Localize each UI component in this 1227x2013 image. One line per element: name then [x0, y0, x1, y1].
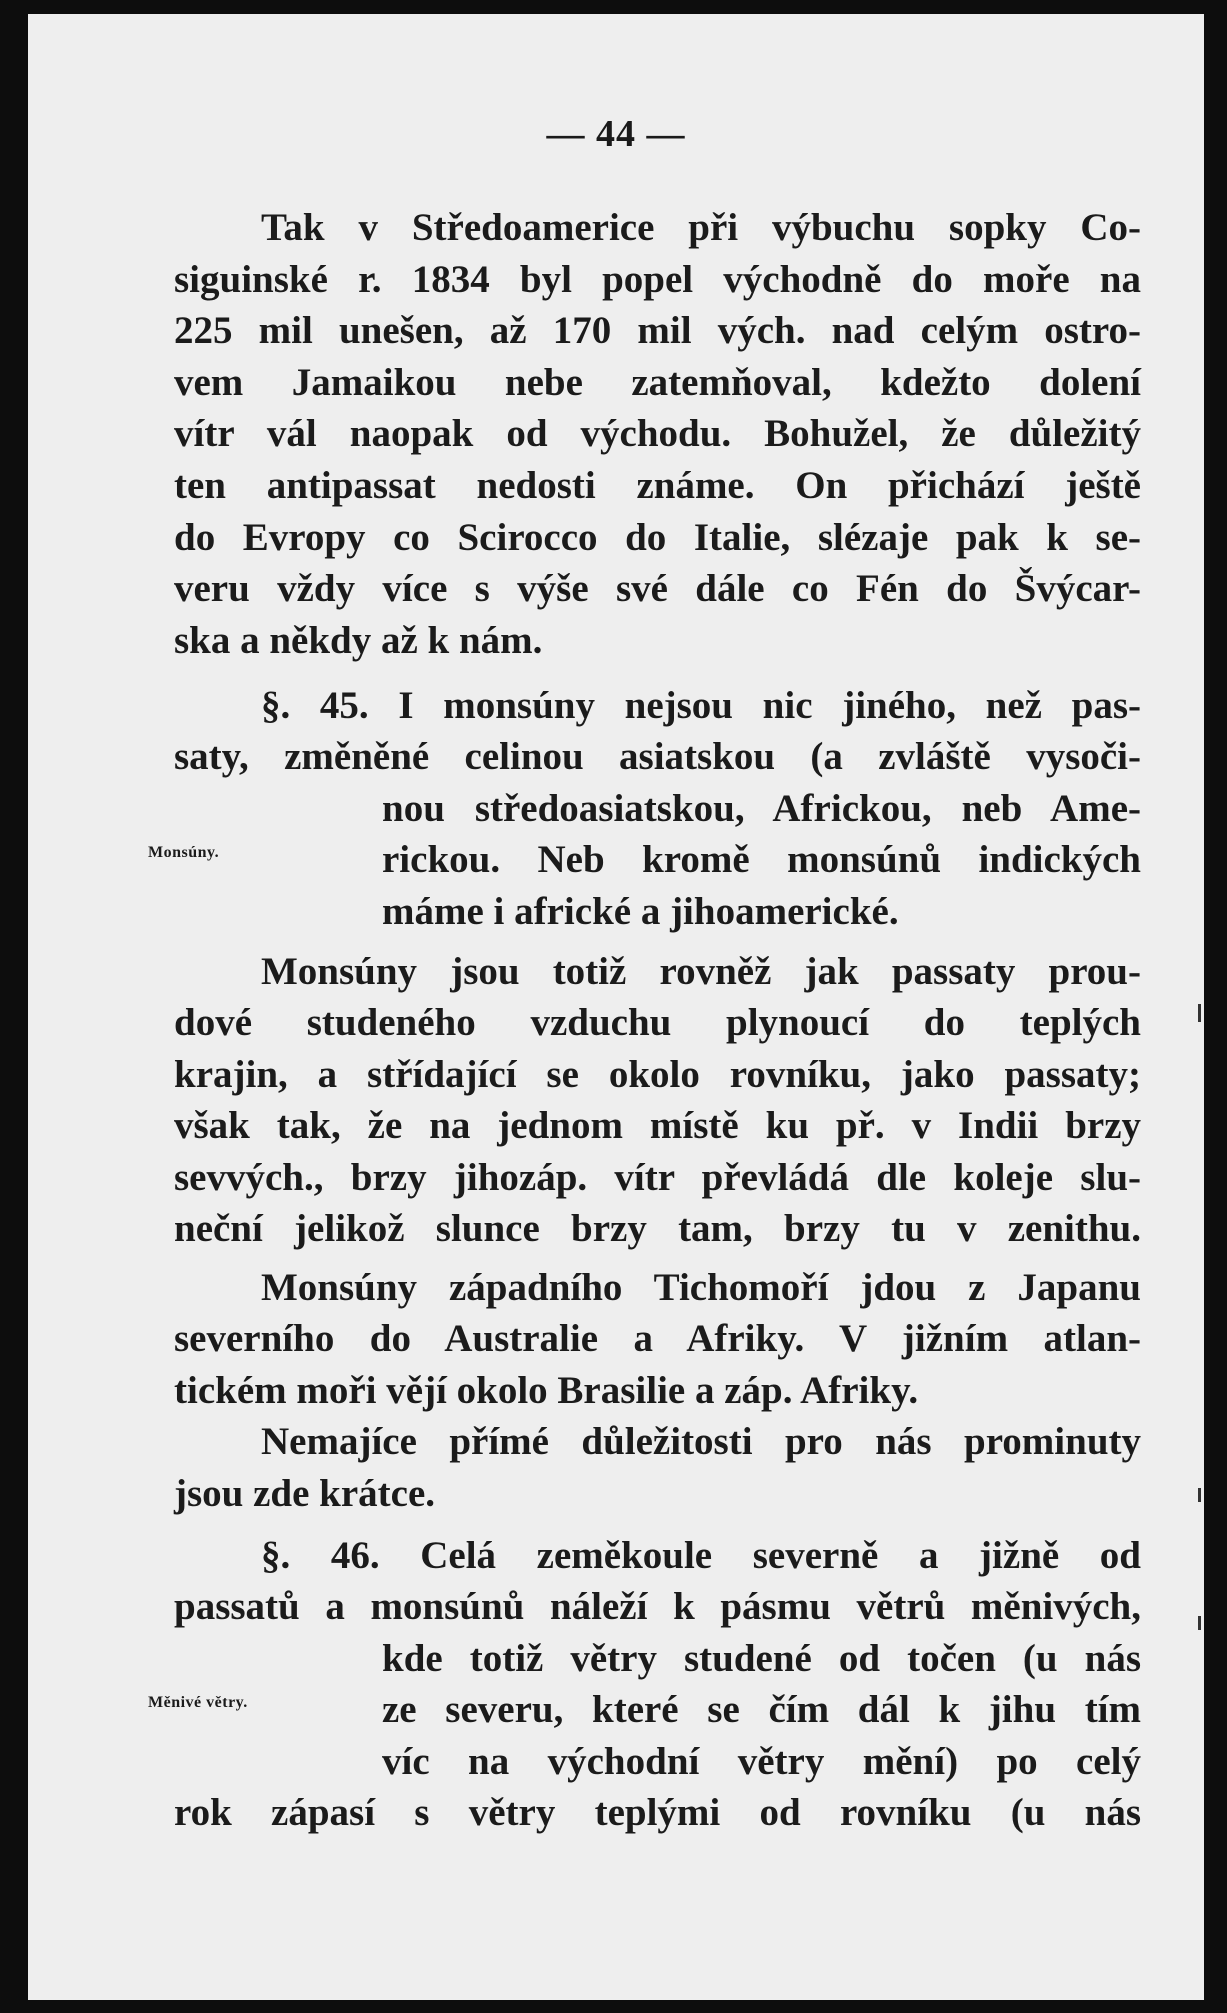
text-line: neční jelikož slunce brzy tam, brzy tu v zenithu.: [174, 1207, 1141, 1250]
print-speck: [1198, 1488, 1201, 1502]
text-line: Tak v Středoamerice při výbuchu sopky Co-: [261, 206, 1141, 249]
text-line: víc na východní větry mění) po celý: [382, 1740, 1141, 1783]
text-line: ska a někdy až k nám.: [174, 619, 543, 662]
text-line: rickou. Neb kromě monsúnů indických: [382, 838, 1141, 881]
section-heading-line: §. 45. I monsúny nejsou nic jiného, než pas-: [261, 684, 1141, 727]
text-line: 225 mil unešen, až 170 mil vých. nad celým ostro-: [174, 309, 1141, 352]
text-line: nou středoasiatskou, Africkou, neb Ame-: [382, 787, 1141, 830]
section-heading-line: §. 46. Celá zeměkoule severně a jižně od: [261, 1534, 1141, 1577]
text-line: sevvých., brzy jihozáp. vítr převládá dle koleje slu-: [174, 1156, 1141, 1199]
print-speck: [1198, 1616, 1201, 1630]
text-line: vem Jamaikou nebe zatemňoval, kdežto dolení: [174, 361, 1141, 404]
text-line: siguinské r. 1834 byl popel východně do moře na: [174, 258, 1141, 301]
text-line: passatů a monsúnů náleží k pásmu větrů měnivých,: [174, 1585, 1141, 1628]
text-line: jsou zde krátce.: [174, 1472, 436, 1515]
text-line: severního do Australie a Afriky. V jižním atlan-: [174, 1317, 1141, 1360]
text-line: však tak, že na jednom místě ku př. v Indii brzy: [174, 1104, 1141, 1147]
text-line: do Evropy co Scirocco do Italie, slézaje pak k se-: [174, 516, 1141, 559]
text-line: saty, změněné celinou asiatskou (a zvláště vysoči-: [174, 735, 1141, 778]
text-line: máme i africké a jihoamerické.: [382, 890, 899, 933]
text-line: Monsúny jsou totiž rovněž jak passaty prou-: [261, 950, 1141, 993]
margin-note-monsuny: Monsúny.: [148, 844, 220, 861]
text-line: dové studeného vzduchu plynoucí do teplých: [174, 1001, 1141, 1044]
margin-note-menive-vetry: Měnivé větry.: [148, 1694, 248, 1711]
page-number: — 44 —: [546, 113, 686, 155]
text-line: Nemajíce přímé důležitosti pro nás prominuty: [261, 1420, 1141, 1463]
print-speck: [1198, 1004, 1201, 1022]
text-line: ze severu, které se čím dál k jihu tím: [382, 1688, 1141, 1731]
text-line: ten antipassat nedosti známe. On přichází ještě: [174, 464, 1141, 507]
text-line: vítr vál naopak od východu. Bohužel, že důležitý: [174, 412, 1141, 455]
book-page: [28, 14, 1204, 2000]
text-line: Monsúny západního Tichomoří jdou z Japanu: [261, 1266, 1141, 1309]
text-line: kde totiž větry studené od točen (u nás: [382, 1637, 1141, 1680]
text-line: tickém moři vějí okolo Brasilie a záp. Afriky.: [174, 1369, 919, 1412]
text-line: krajin, a střídající se okolo rovníku, jako passaty;: [174, 1053, 1141, 1096]
text-line: rok zápasí s větry teplými od rovníku (u nás: [174, 1791, 1141, 1834]
text-line: veru vždy více s výše své dále co Fén do Švýcar-: [174, 567, 1141, 610]
